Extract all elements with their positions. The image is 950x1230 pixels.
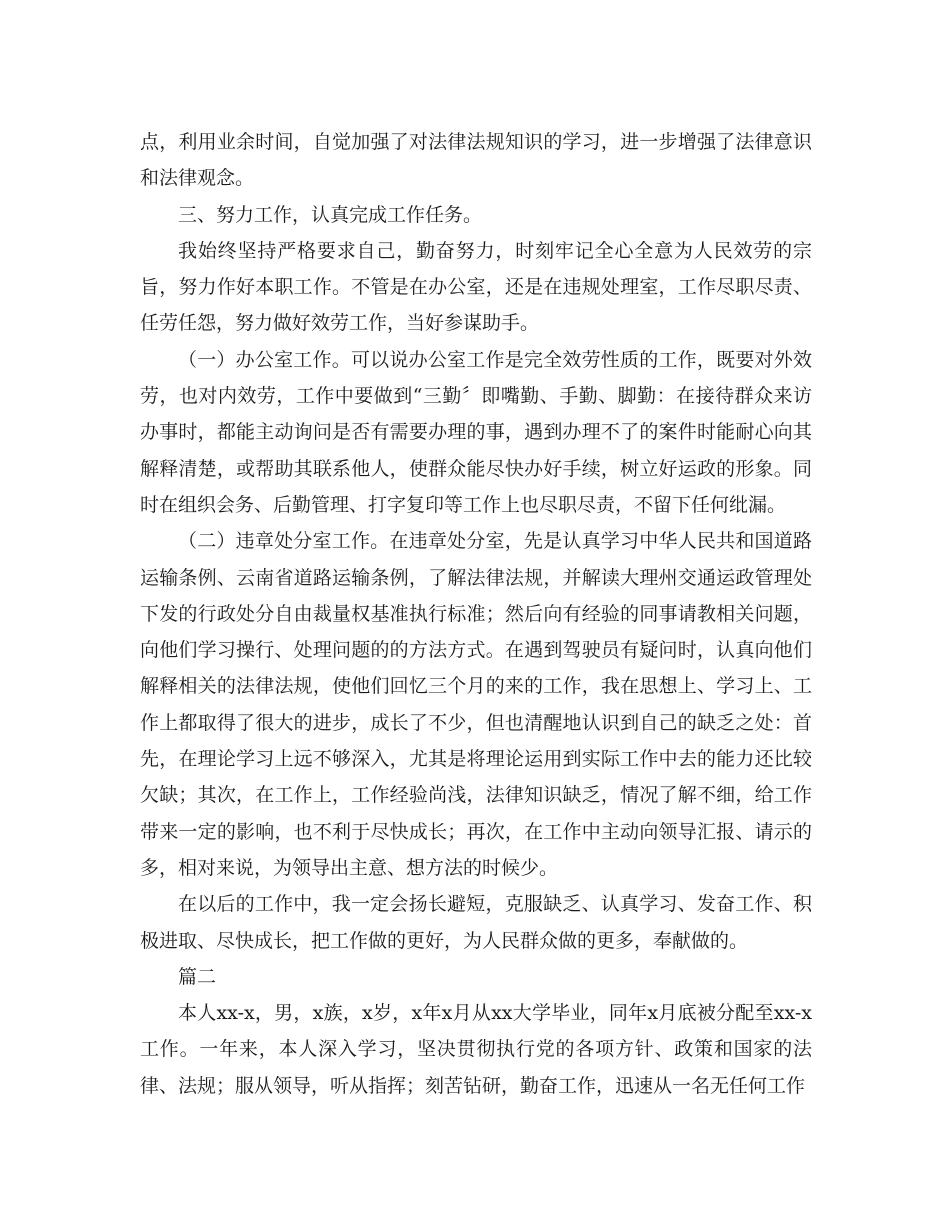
paragraph-continuation: 点，利用业余时间，自觉加强了对法律法规知识的学习，进一步增强了法律意识和法律观念。 [140,131,812,190]
part-heading: 篇二 [178,965,217,988]
paragraph: 本人xx-x，男，x族，x岁，x年x月从xx大学毕业，同年x月底被分配至xx-x工作。一年来，本人深入学习，坚决贯彻执行党的各项方针、政策和国家的法律、法规；服从领导，听从指挥；刻苦钻研，勤奋工作，迅速从一名无任何工作 [140,1002,812,1097]
paragraph: 我始终坚持严格要求自己，勤奋努力，时刻牢记全心全意为人民效劳的宗旨，努力作好本职工作。不管是在办公室，还是在违规处理室，工作尽职尽责、任劳任怨，努力做好效劳工作，当好参谋助手。 [140,239,812,335]
paragraph: （二）违章处分室工作。在违章处分室，先是认真学习中华人民共和国道路运输条例、云南省道路运输条例，了解法律法规，并解读大理州交通运政管理处下发的行政处分自由裁量权基准执行标准；然后向有经验的同事请教相关问题，向他们学习操行、处理问题的的方法方式。在遇到驾驶员有疑问时，认真向他们解释相关的法律法规，使他们回忆三个月的来的工作，我在思想上、学习上、工作上都取得了很大的进步，成长了不少，但也清醒地认识到自己的缺乏之处：首先，在理论学习上远不够深入，尤其是将理论运用到实际工作中去的能力还比较欠缺；其次，在工作上，工作经验尚浅，法律知识缺乏，情况了解不细，给工作带来一定的影响，也不利于尽快成长；再次，在工作中主动向领导汇报、请示的多，相对来说，为领导出主意、想方法的时候少。 [140,530,812,879]
document-body [140,124,812,1104]
paragraph: （一）办公室工作。可以说办公室工作是完全效劳性质的工作，既要对外效劳，也对内效劳，工作中要做到“三勤〞即嘴勤、手勤、脚勤：在接待群众来访办事时，都能主动询问是否有需要办理的事，遇到办理不了的案件时能耐心向其解释清楚，或帮助其联系他人，使群众能尽快办好手续，树立好运政的形象。同时在组织会务、后勤管理、打字复印等工作上也尽职尽责，不留下任何纰漏。 [140,348,812,516]
section-heading: 三、努力工作，认真完成工作任务。 [178,203,483,226]
paragraph: 在以后的工作中，我一定会扬长避短，克服缺乏、认真学习、发奋工作、积极进取、尽快成长，把工作做的更好，为人民群众做的更多，奉献做的。 [140,893,812,952]
